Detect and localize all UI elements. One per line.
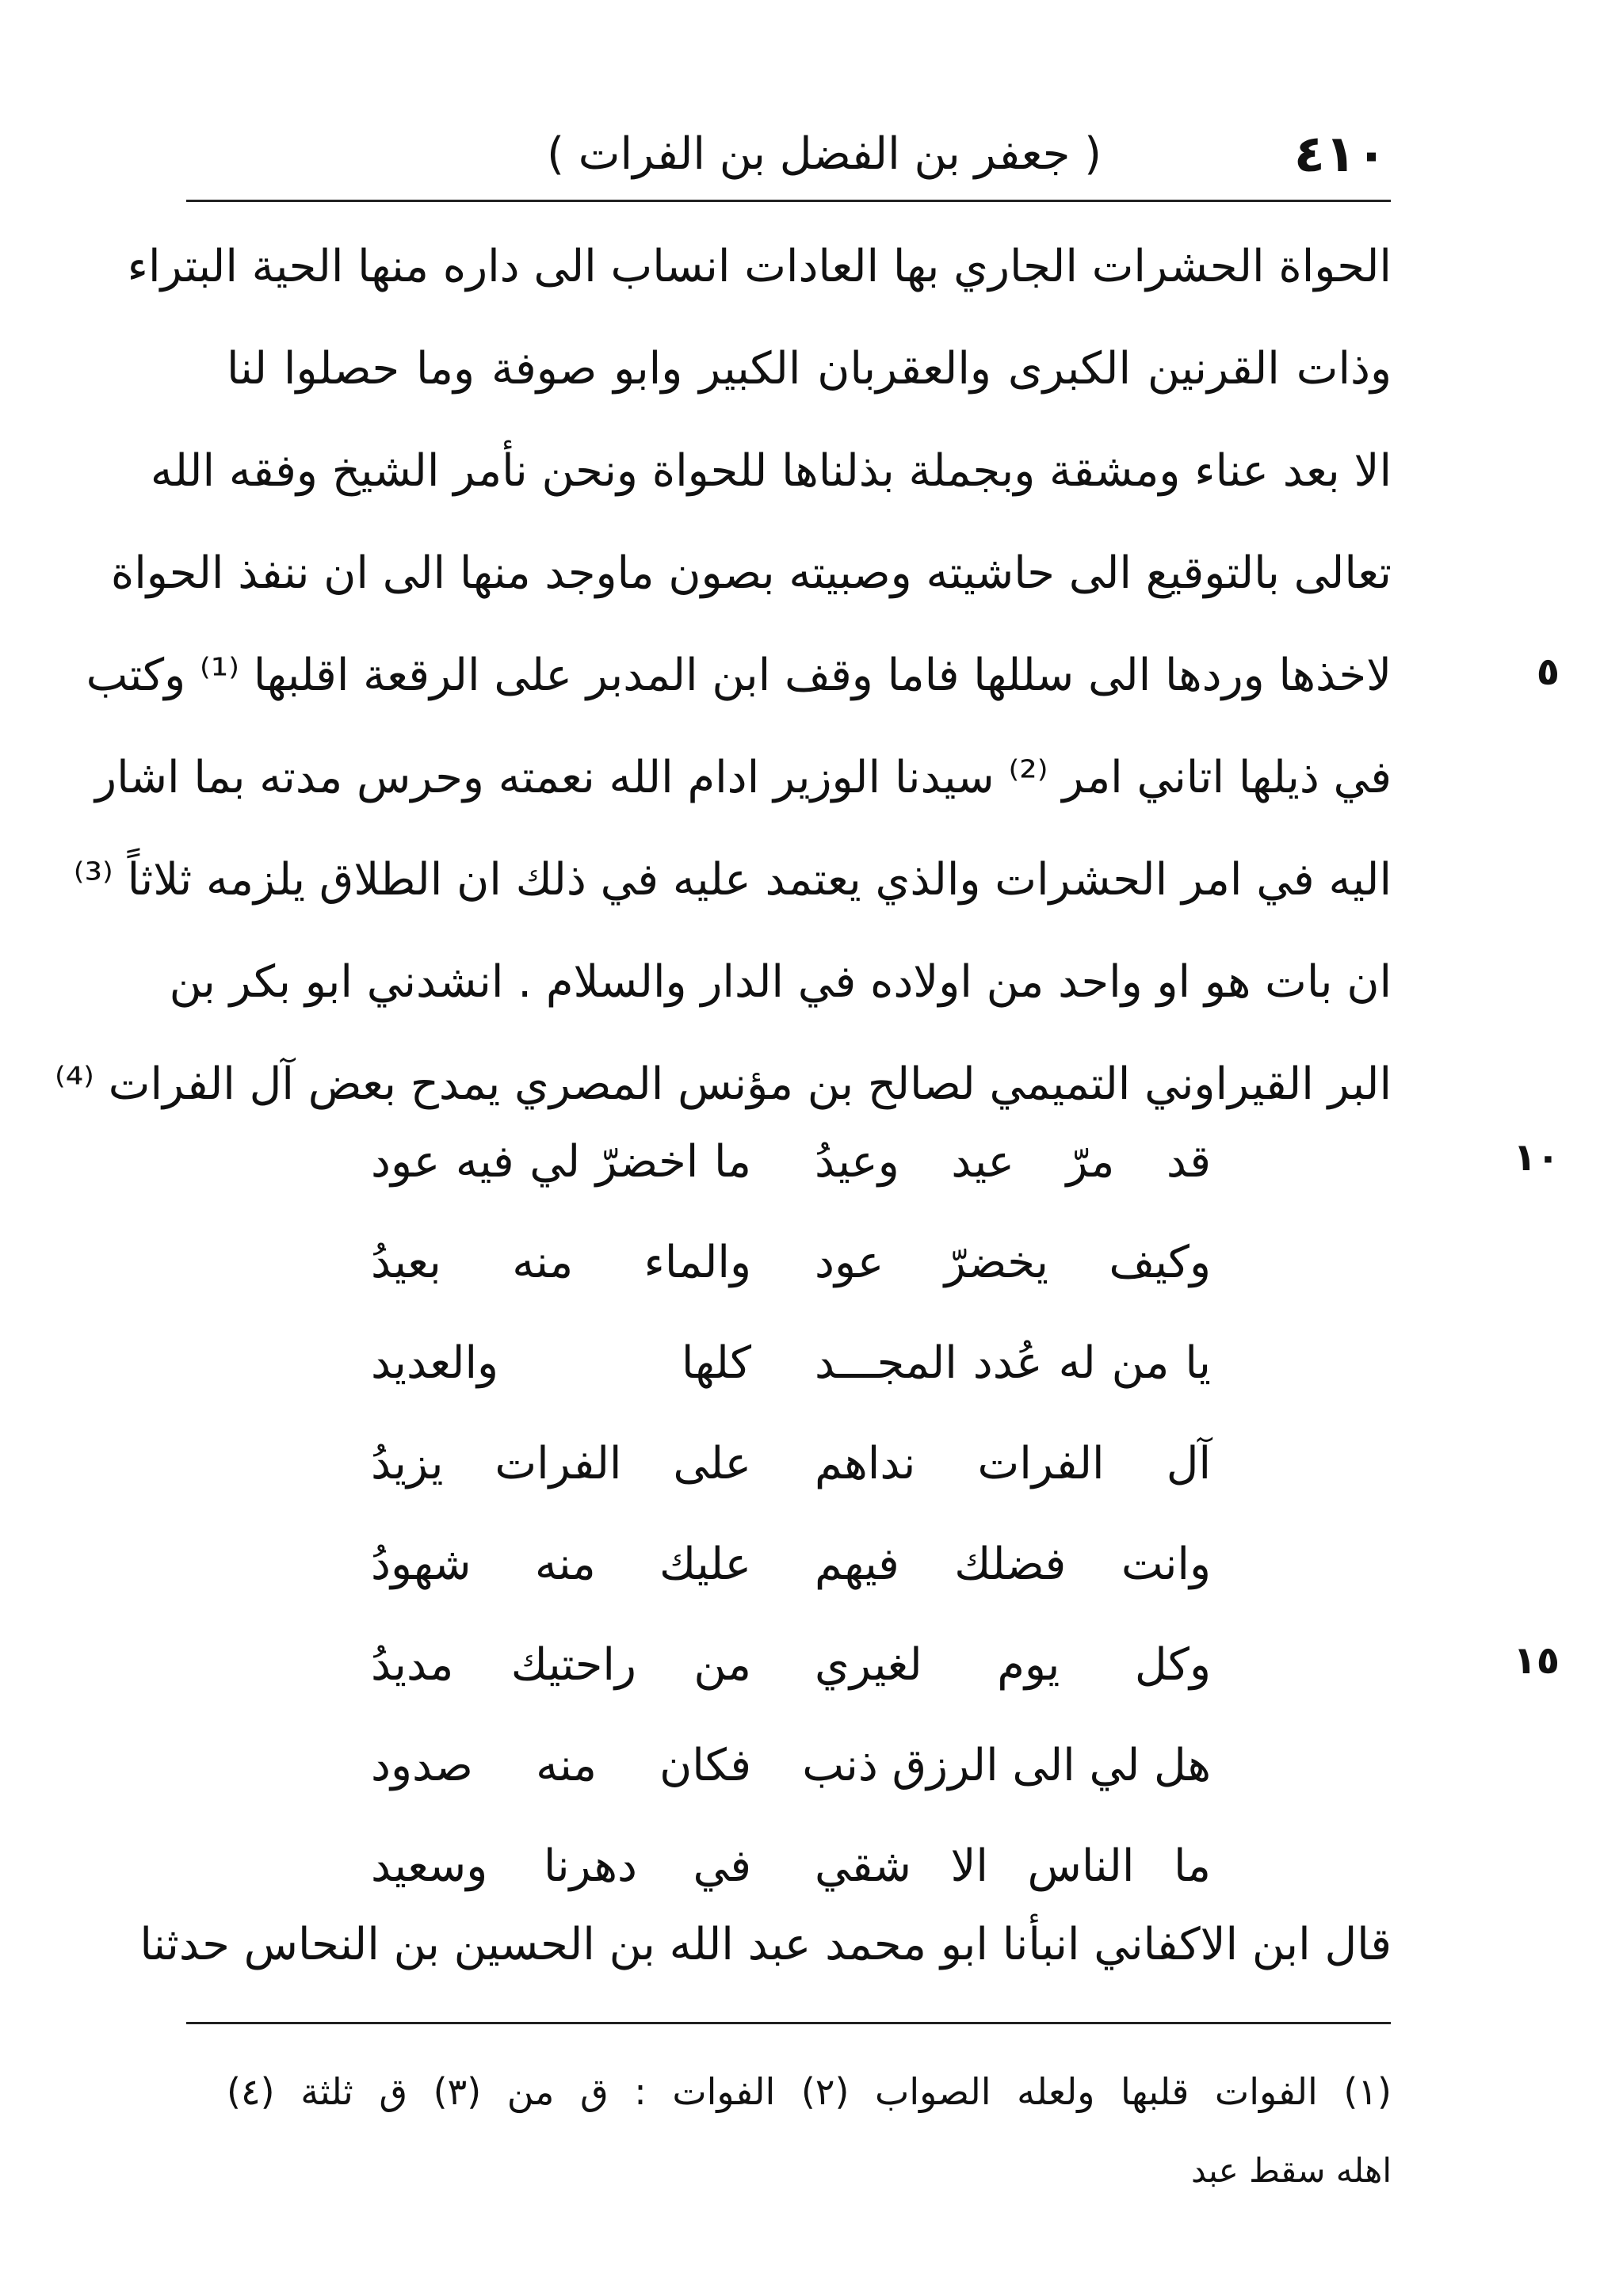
text-line: قال ابن الاكفاني انبأنا ابو محمد عبد الله بن الحسين بن النحاس حدثنا: [139, 1919, 1392, 1970]
text-line: اليه في امر الحشرات والذي يعتمد عليه في ذلك ان الطلاق يلزمه ثلاثاً ⁽³⁾: [73, 854, 1392, 906]
verse-line: [371, 1413, 1211, 1514]
verse-line: [371, 1112, 1211, 1212]
verse-second-hemistich: والماء منه بعيدُ: [371, 1237, 751, 1288]
verse-line: [371, 1212, 1211, 1313]
line-number-10: ١٠: [1513, 1135, 1560, 1180]
page-number: ٤١٠: [1293, 125, 1387, 184]
text-line: في ذيلها اتاني امر ⁽²⁾ سيدنا الوزير ادام الله نعمته وحرس مدته بما اشار: [95, 752, 1392, 803]
prose-block: [54, 215, 1392, 1135]
verse-first-hemistich: آل الفرات نداهم: [815, 1438, 1211, 1489]
verse-line: [371, 1615, 1211, 1715]
verse-line: [371, 1715, 1211, 1816]
text-line: الا بعد عناء ومشقة وبجملة بذلناها للحواة ونحن نأمر الشيخ وفقه الله: [150, 445, 1392, 497]
verse-second-hemistich: عليك منه شهودُ: [371, 1539, 751, 1590]
line-number-5: ٥: [1536, 650, 1560, 694]
footnote-line: اهله سقط عبد: [1190, 2151, 1392, 2190]
verse-line: [371, 1313, 1211, 1413]
text-line: تعالى بالتوقيع الى حاشيته وصبيته بصون ماوجد منها الى ان ننفذ الحواة: [110, 547, 1392, 599]
verse-first-hemistich: وكل يوم لغيري: [815, 1639, 1211, 1691]
running-title: ( جعفر بن الفضل بن الفرات ): [547, 128, 1102, 180]
poem-block: [371, 1112, 1211, 1917]
header-rule: [186, 200, 1391, 202]
verse-second-hemistich: فكان منه صدود: [371, 1740, 751, 1791]
verse-first-hemistich: وانت فضلك فيهم: [815, 1539, 1211, 1590]
verse-second-hemistich: في دهرنا وسعيد: [371, 1840, 751, 1892]
text-line: البر القيراوني التميمي لصالح بن مؤنس المصري يمدح بعض آل الفرات ⁽⁴⁾: [54, 1058, 1392, 1110]
verse-second-hemistich: على الفرات يزيدُ: [371, 1438, 751, 1489]
verse-second-hemistich: كلها والعديد: [371, 1337, 751, 1389]
line-number-15: ١٥: [1513, 1638, 1560, 1683]
footnote-line: (١) الفوات قلبها ولعله الصواب (٢) الفوات : ق من (٣) ق ثلثة (٤): [227, 2070, 1392, 2113]
verse-first-hemistich: يا من له عُدد المجـــد: [815, 1337, 1211, 1389]
verse-second-hemistich: من راحتيك مديدُ: [371, 1639, 751, 1691]
verse-first-hemistich: وكيف يخضرّ عود: [815, 1237, 1211, 1288]
footnote-rule: [186, 2022, 1391, 2024]
verse-first-hemistich: قد مرّ عيد وعيدُ: [815, 1136, 1211, 1188]
footnotes: [227, 2052, 1392, 2210]
verse-first-hemistich: ما الناس الا شقي: [815, 1840, 1211, 1892]
page-header: [190, 119, 1387, 190]
text-line: وذات القرنين الكبرى والعقربان الكبير وابو صوفة وما حصلوا لنا: [227, 343, 1392, 395]
text-line: ان بات هو او واحد من اولاده في الدار والسلام . انشدني ابو بكر بن: [169, 956, 1392, 1008]
text-line: الحواة الحشرات الجاري بها العادات انساب الى داره منها الحية البتراء: [127, 241, 1392, 292]
verse-line: [371, 1514, 1211, 1615]
verse-second-hemistich: ما اخضرّ لي فيه عود: [371, 1136, 751, 1188]
verse-first-hemistich: هل لي الى الرزق ذنب: [802, 1740, 1211, 1791]
text-line: لاخذها وردها الى سللها فاما وقف ابن المدبر على الرقعة اقلبها ⁽¹⁾ وكتب: [86, 650, 1392, 701]
